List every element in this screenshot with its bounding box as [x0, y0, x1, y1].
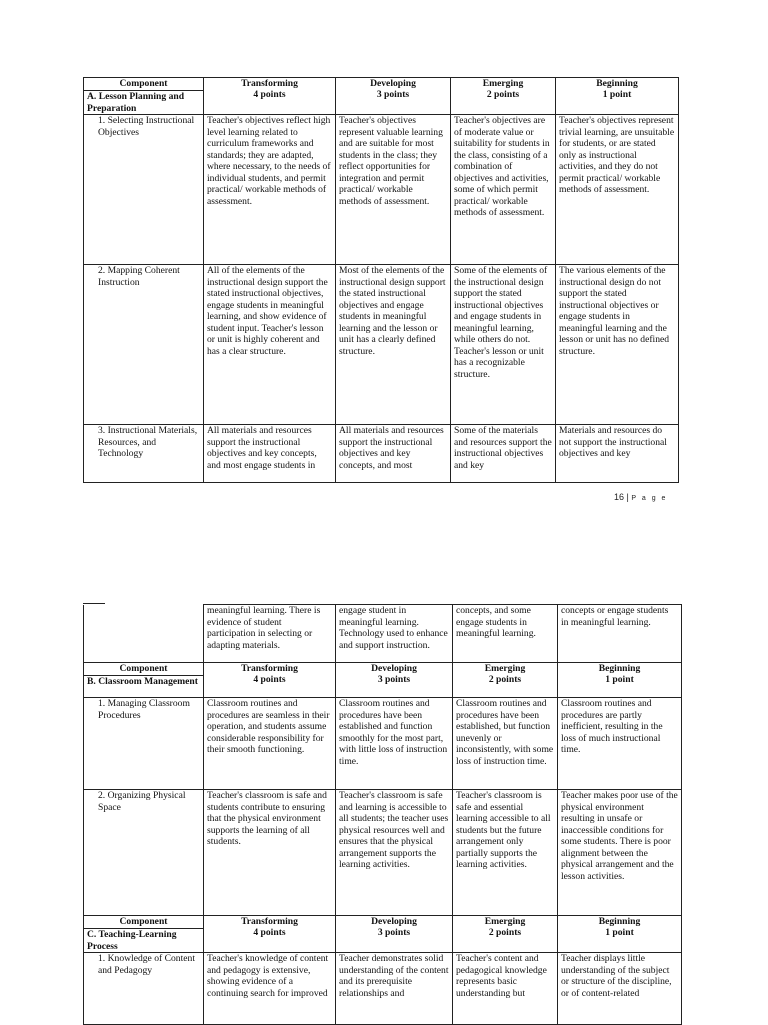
- header-beginning: [556, 78, 679, 115]
- cell-transforming: All materials and resources support the instructional objectives and key concepts, and most engage students in: [204, 425, 336, 483]
- header-beginning: [558, 663, 682, 698]
- page-label: P a g e: [631, 495, 668, 502]
- header-developing-label: Developing: [370, 78, 416, 89]
- component-label-empty: [84, 605, 204, 663]
- section-a-label: A. Lesson Planning and Preparation: [84, 91, 204, 115]
- header-transforming: [204, 663, 336, 698]
- table-row: [84, 265, 679, 425]
- header-emerging: [453, 663, 558, 698]
- cell-developing: Teacher's objectives represent valuable learning and are suitable for most students in the class; they reflect opportunities for integration and permit practical/ workable methods of assessment.: [336, 115, 451, 265]
- section-c-label: C. Teaching-Learning Process: [84, 929, 204, 953]
- header-developing-label: Developing: [371, 916, 417, 927]
- header-developing-points: 3 points: [377, 927, 411, 938]
- table-row: [84, 425, 679, 483]
- table-row: [84, 790, 682, 916]
- cell-transforming: Teacher's objectives reflect high level learning related to curriculum frameworks and standards; they are adapted, where necessary, to the needs of individual students, and permit practical/ workable methods of assessment.: [204, 115, 336, 265]
- header-developing-points: 3 points: [376, 89, 410, 100]
- header-developing: [336, 916, 453, 953]
- cell-emerging: Teacher's content and pedagogical knowledge represents basic understanding but: [453, 953, 558, 1025]
- header-emerging-points: 2 points: [488, 674, 522, 685]
- cell-emerging: concepts, and some engage students in meaningful learning.: [453, 605, 558, 663]
- header-transforming-label: Transforming: [241, 78, 298, 89]
- component-label: 1. Managing Classroom Procedures: [84, 698, 204, 790]
- header-transforming: [204, 916, 336, 953]
- header-beginning-points: 1 point: [605, 674, 634, 685]
- header-emerging-label: Emerging: [482, 78, 524, 89]
- cell-developing: Teacher demonstrates solid understanding of the content and its prerequisite relationships and: [336, 953, 453, 1025]
- cell-emerging: Some of the materials and resources support the instructional objectives and key: [451, 425, 556, 483]
- header-emerging-points: 2 points: [488, 927, 522, 938]
- header-transforming-points: 4 points: [253, 674, 286, 685]
- rubric-table-page1: [83, 77, 679, 483]
- cell-emerging: Some of the elements of the instructional design support the stated instructional objectives and engage students in meaningful learning, while others do not. Teacher's lesson or unit has a recognizable structure.: [451, 265, 556, 425]
- component-label: 3. Instructional Materials, Resources, and Technology: [84, 425, 204, 483]
- header-transforming-points: 4 points: [253, 89, 286, 100]
- header-emerging-points: 2 points: [486, 89, 520, 100]
- header-transforming-label: Transforming: [241, 663, 298, 674]
- cell-developing: Most of the elements of the instructional design support the stated instructional objectives and engage students in meaningful learning and the lesson or unit has a clearly defined structure.: [336, 265, 451, 425]
- cell-developing: engage student in meaningful learning. Technology used to enhance and support instruction.: [336, 605, 453, 663]
- header-component: Component: [84, 663, 204, 676]
- section-b-label: B. Classroom Management: [84, 676, 204, 698]
- cell-emerging: Teacher's objectives are of moderate value or suitability for students in the class, consisting of a combination of objectives and activities, some of which permit practical/ workable methods of assessment.: [451, 115, 556, 265]
- header-emerging: [453, 916, 558, 953]
- header-beginning: [558, 916, 682, 953]
- cell-emerging: Classroom routines and procedures have been established, but function unevenly or inconsistently, with some loss of instruction time.: [453, 698, 558, 790]
- component-label: 2. Organizing Physical Space: [84, 790, 204, 916]
- header-transforming: [204, 78, 336, 115]
- header-beginning-points: 1 point: [605, 927, 634, 938]
- table-row: [84, 605, 682, 663]
- cell-beginning: Teacher displays little understanding of the subject or structure of the discipline, or of content-related: [558, 953, 682, 1025]
- cell-emerging: Teacher's classroom is safe and essential learning accessible to all students but the future arrangement only partially supports the learning activities.: [453, 790, 558, 916]
- cell-beginning: Materials and resources do not support the instructional objectives and key: [556, 425, 679, 483]
- component-label: 1. Selecting Instructional Objectives: [84, 115, 204, 265]
- header-component: Component: [84, 78, 204, 91]
- header-beginning-label: Beginning: [596, 78, 638, 89]
- header-transforming-points: 4 points: [253, 927, 286, 938]
- header-beginning-points: 1 point: [602, 89, 632, 100]
- header-developing-label: Developing: [371, 663, 417, 674]
- cell-transforming: meaningful learning. There is evidence of student participation in selecting or adapting materials.: [204, 605, 336, 663]
- header-emerging: [451, 78, 556, 115]
- cell-transforming: Teacher's knowledge of content and pedagogy is extensive, showing evidence of a continuing search for improved: [204, 953, 336, 1025]
- component-label: 1. Knowledge of Content and Pedagogy: [84, 953, 204, 1025]
- cell-developing: Teacher's classroom is safe and learning is accessible to all students; the teacher uses physical resources well and ensures that the physical arrangement supports the learning activities.: [336, 790, 453, 916]
- page-number: 16: [614, 492, 625, 502]
- cell-beginning: Teacher makes poor use of the physical environment resulting in unsafe or inaccessible conditions for some students. There is poor alignment between the physical arrangement and the lesson activities.: [558, 790, 682, 916]
- table-row: [84, 953, 682, 1025]
- cell-developing: All materials and resources support the instructional objectives and key concepts, and most: [336, 425, 451, 483]
- header-row: [84, 916, 682, 929]
- header-developing: [336, 78, 451, 115]
- header-developing: [336, 663, 453, 698]
- header-transforming-label: Transforming: [241, 916, 298, 927]
- page-footer: [614, 492, 667, 502]
- header-component: Component: [84, 916, 204, 929]
- cell-transforming: Classroom routines and procedures are seamless in their operation, and students assume considerable responsibility for their smooth functioning.: [204, 698, 336, 790]
- page-separator: |: [626, 492, 629, 502]
- rubric-table-page2: [83, 604, 682, 1025]
- cell-beginning: concepts or engage students in meaningful learning.: [558, 605, 682, 663]
- cell-beginning: Teacher's objectives represent trivial learning, are unsuitable for students, or are stated only as instructional activities, and they do not permit practical/ workable methods of assessment.: [556, 115, 679, 265]
- header-emerging-label: Emerging: [484, 663, 526, 674]
- table-row: [84, 115, 679, 265]
- header-emerging-label: Emerging: [484, 916, 526, 927]
- component-label: 2. Mapping Coherent Instruction: [84, 265, 204, 425]
- header-row: [84, 78, 679, 91]
- cell-beginning: The various elements of the instructional design do not support the stated instructional objectives or engage students in meaningful learning and the lesson or unit has no defined structure.: [556, 265, 679, 425]
- cell-beginning: Classroom routines and procedures are partly inefficient, resulting in the loss of much instructional time.: [558, 698, 682, 790]
- cell-transforming: All of the elements of the instructional design support the stated instructional objectives, engage students in meaningful learning, and show evidence of student input. Teacher's lesson or unit is highly coherent and has a clear structure.: [204, 265, 336, 425]
- header-developing-points: 3 points: [377, 674, 411, 685]
- header-row: [84, 663, 682, 676]
- table-row: [84, 698, 682, 790]
- cell-developing: Classroom routines and procedures have been established and function smoothly for the most part, with little loss of instruction time.: [336, 698, 453, 790]
- cell-transforming: Teacher's classroom is safe and students contribute to ensuring that the physical environment supports the learning of all students.: [204, 790, 336, 916]
- header-beginning-label: Beginning: [598, 663, 641, 674]
- header-beginning-label: Beginning: [598, 916, 641, 927]
